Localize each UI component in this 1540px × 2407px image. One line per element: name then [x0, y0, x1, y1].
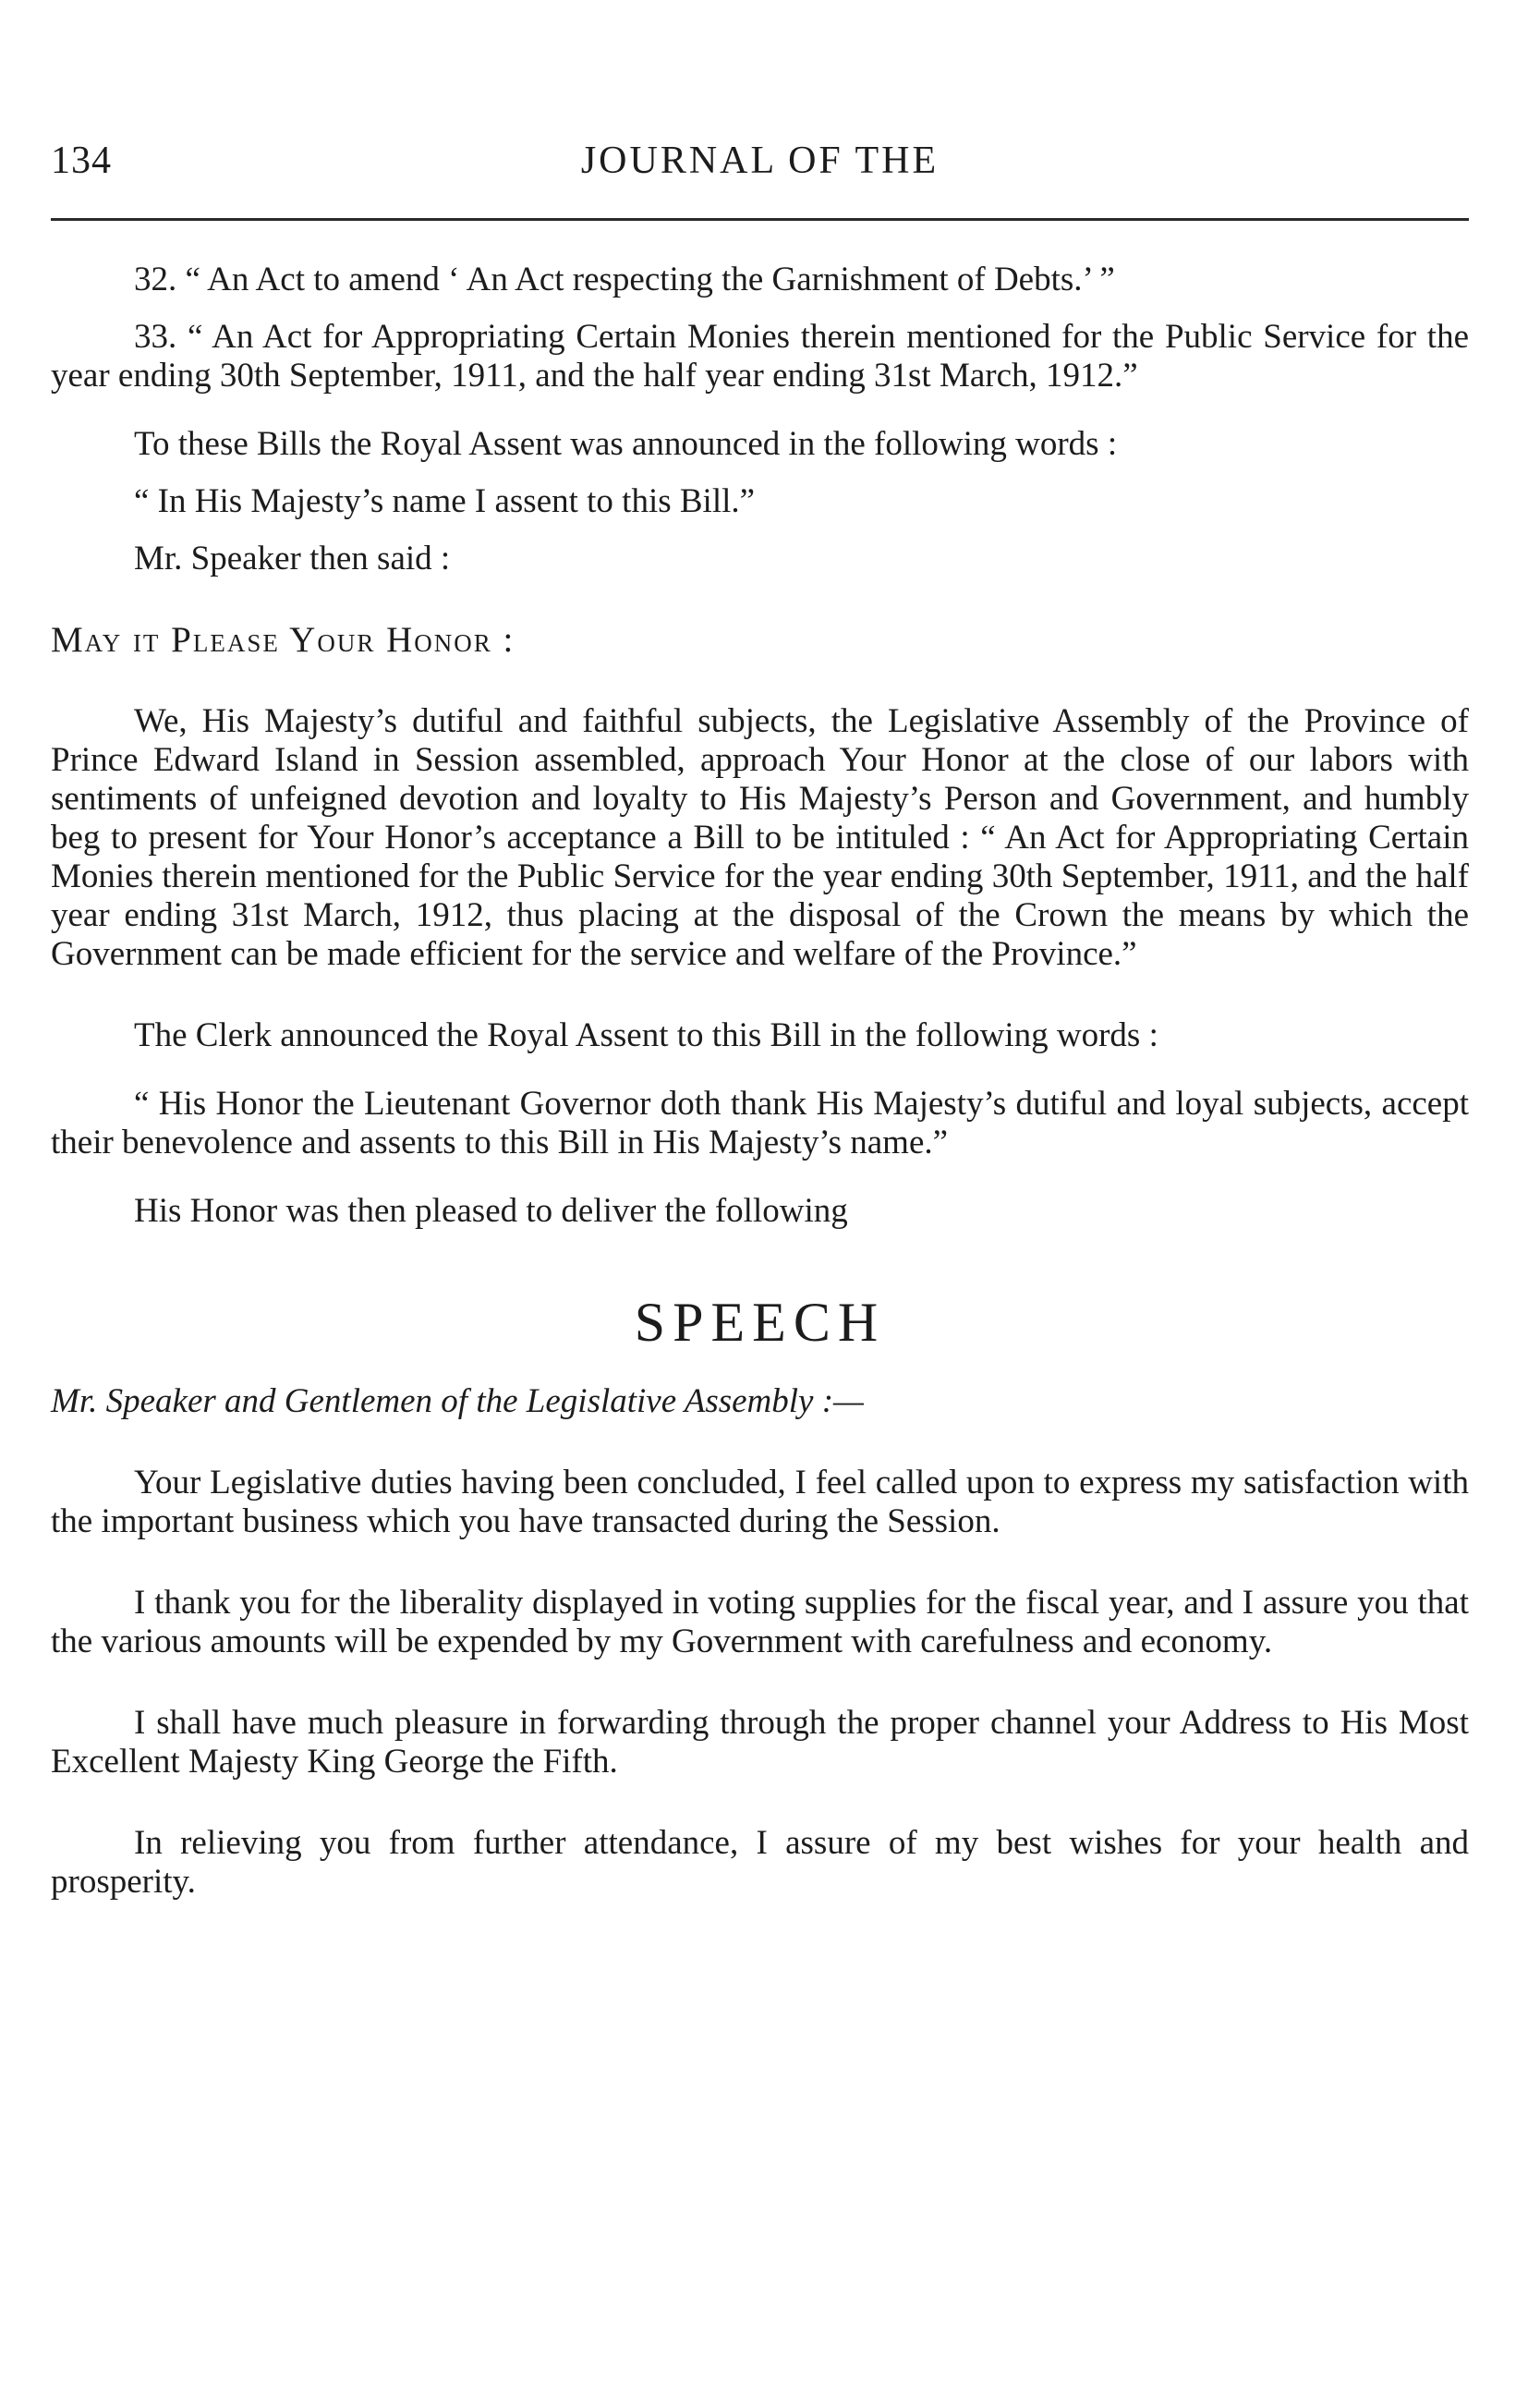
- speech-paragraph-3: I shall have much pleasure in forwarding through the proper channel your Address to His Most Excellent Majesty King George the Fifth.: [51, 1704, 1469, 1781]
- speech-paragraph-1: Your Legislative duties having been concluded, I feel called upon to express my satisfaction with the important business which you have transacted during the Session.: [51, 1464, 1469, 1540]
- speech-title: SPEECH: [634, 1292, 886, 1353]
- act-33-paragraph: 33. “ An Act for Appropriating Certain Monies therein mentioned for the Public Service for the year ending 30th September, 1911, and the half year ending 31st March, 1912.”: [51, 318, 1469, 395]
- clerk-announced: The Clerk announced the Royal Assent to this Bill in the following words :: [134, 1016, 1158, 1054]
- running-title: JOURNAL OF THE: [580, 140, 940, 182]
- royal-assent-intro: To these Bills the Royal Assent was announced in the following words :: [134, 425, 1118, 463]
- header-rule: [51, 218, 1469, 221]
- assent-words: “ In His Majesty’s name I assent to this Bill.”: [134, 482, 756, 520]
- speech-paragraph-2: I thank you for the liberality displayed in voting supplies for the fiscal year, and I assure you that the various amounts will be expended by my Government with carefulness and economy.: [51, 1584, 1469, 1660]
- speaker-said: Mr. Speaker then said :: [134, 540, 451, 577]
- page-header: [51, 139, 1469, 194]
- speech-paragraph-4: In relieving you from further attendance, I assure of my best wishes for your health and prosperity.: [51, 1824, 1469, 1901]
- page-body: [51, 261, 1469, 1902]
- salutation: May it Please Your Honor :: [51, 620, 515, 660]
- address-paragraph: We, His Majesty’s dutiful and faithful subjects, the Legislative Assembly of the Province of Prince Edward Island in Session assembled, approach Your Honor at the close of our labors with sentiments of unfeigned devotion and loyalty to His Majesty’s Person and Government, and humbly beg to present for Your Honor’s acceptance a Bill to be intituled : “ An Act for Appropriating Certain Monies therein mentioned for the Public Service for the year ending 30th September, 1911, and the half year ending 31st March, 1912, thus placing at the disposal of the Crown the means by which the Government can be made efficient for the service and welfare of the Province.”: [51, 702, 1469, 973]
- act-32-paragraph: 32. “ An Act to amend ‘ An Act respecting the Garnishment of Debts.’ ”: [134, 261, 1115, 298]
- clerk-words: “ His Honor the Lieutenant Governor doth thank His Majesty’s dutiful and loyal subjects, accept their benevolence and assents to this Bill in His Majesty’s name.”: [51, 1085, 1469, 1161]
- deliver-speech: His Honor was then pleased to deliver the following: [134, 1192, 848, 1230]
- speech-address-line: Mr. Speaker and Gentlemen of the Legislative Assembly :—: [51, 1382, 864, 1420]
- page-number: 134: [51, 140, 112, 182]
